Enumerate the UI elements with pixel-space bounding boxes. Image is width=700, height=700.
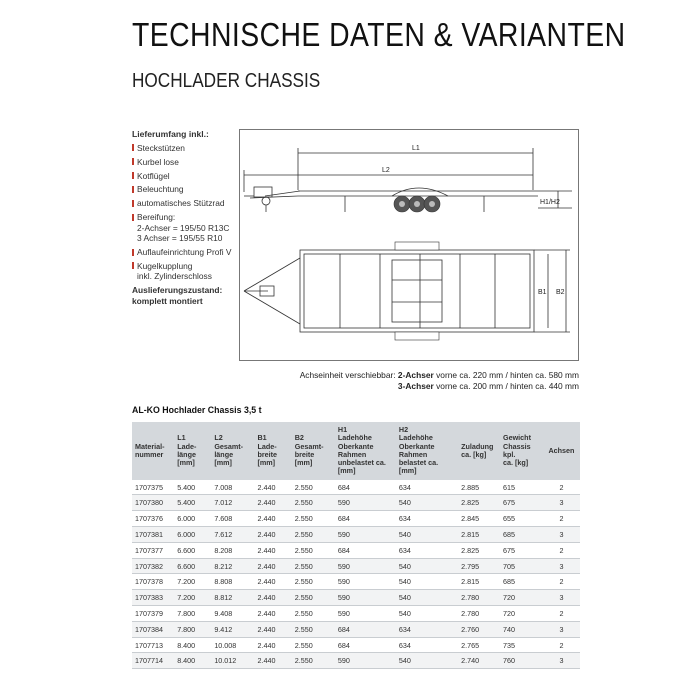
table-cell: 2.440 [254, 606, 291, 622]
scope-item: Auflaufeinrichtung Profi V [132, 247, 242, 258]
table-cell: 6.600 [174, 542, 211, 558]
chassis-drawing [239, 129, 579, 361]
table-cell: 590 [335, 653, 396, 669]
table-cell: 8.212 [211, 558, 254, 574]
scope-item: automatisches Stützrad [132, 198, 242, 209]
table-cell: 720 [500, 606, 543, 622]
table-title: AL-KO Hochlader Chassis 3,5 t [132, 405, 262, 415]
table-cell: 634 [396, 542, 458, 558]
table-cell: 8.812 [211, 590, 254, 606]
table-cell: 2 [543, 511, 580, 527]
table-cell: 2.550 [292, 542, 335, 558]
table-cell: 540 [396, 590, 458, 606]
table-cell: 590 [335, 590, 396, 606]
table-cell: 675 [500, 542, 543, 558]
table-row [132, 495, 580, 511]
column-header: Zuladung ca. [kg] [458, 422, 500, 480]
table-cell: 2.440 [254, 574, 291, 590]
table-cell: 3 [543, 527, 580, 543]
table-cell: 7.200 [174, 574, 211, 590]
table-cell: 1707714 [132, 653, 174, 669]
table-cell: 3 [543, 621, 580, 637]
page-subtitle: HOCHLADER CHASSIS [132, 70, 321, 92]
table-cell: 3 [543, 495, 580, 511]
table-cell: 2.550 [292, 574, 335, 590]
table-cell: 740 [500, 621, 543, 637]
table-cell: 5.400 [174, 495, 211, 511]
column-header: H1 Ladehöhe Oberkante Rahmen unbelastet ca. [mm] [335, 422, 396, 480]
table-cell: 6.000 [174, 527, 211, 543]
table-cell: 2 [543, 574, 580, 590]
table-cell: 540 [396, 574, 458, 590]
table-cell: 684 [335, 637, 396, 653]
table-cell: 2.550 [292, 590, 335, 606]
table-cell: 2.550 [292, 527, 335, 543]
axle-note-line-2 [300, 381, 579, 392]
table-cell: 684 [335, 542, 396, 558]
table-cell: 634 [396, 480, 458, 495]
scope-heading: Lieferumfang inkl.: [132, 129, 209, 139]
table-cell: 2.440 [254, 653, 291, 669]
table-cell: 2.440 [254, 542, 291, 558]
table-cell: 735 [500, 637, 543, 653]
b1-label: B1 [538, 289, 547, 296]
table-cell: 8.400 [174, 637, 211, 653]
scope-item: Kurbel lose [132, 157, 242, 168]
table-cell: 2.550 [292, 621, 335, 637]
table-row [132, 527, 580, 543]
table-row [132, 590, 580, 606]
table-cell: 8.808 [211, 574, 254, 590]
table-cell: 3 [543, 653, 580, 669]
table-cell: 590 [335, 558, 396, 574]
table-cell: 2.440 [254, 495, 291, 511]
table-cell: 1707384 [132, 621, 174, 637]
table-row [132, 511, 580, 527]
table-cell: 540 [396, 606, 458, 622]
table-cell: 7.608 [211, 511, 254, 527]
table-cell: 590 [335, 606, 396, 622]
delivery-state [132, 285, 242, 306]
table-cell: 2.780 [458, 590, 500, 606]
table-cell: 684 [335, 480, 396, 495]
table-cell: 1707375 [132, 480, 174, 495]
table-cell: 1707378 [132, 574, 174, 590]
table-cell: 2 [543, 542, 580, 558]
scope-item: Kotflügel [132, 171, 242, 182]
table-cell: 540 [396, 495, 458, 511]
table-cell: 590 [335, 527, 396, 543]
table-row [132, 480, 580, 495]
scope-item: Kugelkupplung inkl. Zylinderschloss [132, 261, 242, 282]
table-cell: 2.440 [254, 527, 291, 543]
h-label: H1/H2 [540, 199, 560, 206]
table-row [132, 653, 580, 669]
axle-note-2-axle: 2-Achser [397, 370, 434, 380]
table-cell: 1707381 [132, 527, 174, 543]
table-cell: 2.550 [292, 606, 335, 622]
table-cell: 705 [500, 558, 543, 574]
table-cell: 5.400 [174, 480, 211, 495]
delivery-state-text: Auslieferungszustand: komplett montiert [132, 285, 223, 306]
table-cell: 3 [543, 558, 580, 574]
table-row [132, 606, 580, 622]
table-cell: 590 [335, 495, 396, 511]
table-cell: 2.740 [458, 653, 500, 669]
table-cell: 2.550 [292, 495, 335, 511]
table-cell: 7.612 [211, 527, 254, 543]
table-cell: 1707379 [132, 606, 174, 622]
table-cell: 6.600 [174, 558, 211, 574]
table-cell: 685 [500, 527, 543, 543]
table-row [132, 542, 580, 558]
axle-note-3-axle-text: vorne ca. 200 mm / hinten ca. 440 mm [433, 381, 579, 392]
table-cell: 1707383 [132, 590, 174, 606]
table-cell: 2.440 [254, 637, 291, 653]
table-cell: 1707713 [132, 637, 174, 653]
table-cell: 9.412 [211, 621, 254, 637]
table-cell: 7.012 [211, 495, 254, 511]
table-cell: 655 [500, 511, 543, 527]
table-cell: 1707380 [132, 495, 174, 511]
scope-item: Steckstützen [132, 143, 242, 154]
table-cell: 634 [396, 511, 458, 527]
table-cell: 1707377 [132, 542, 174, 558]
table-cell: 2 [543, 637, 580, 653]
table-cell: 540 [396, 558, 458, 574]
spec-table [132, 422, 580, 669]
table-cell: 540 [396, 653, 458, 669]
scope-item: Bereifung: 2-Achser = 195/50 R13C 3 Achser = 195/55 R10 [132, 212, 242, 244]
table-cell: 760 [500, 653, 543, 669]
table-cell: 2.760 [458, 621, 500, 637]
axle-note-line-1 [300, 370, 579, 381]
table-cell: 2.550 [292, 480, 335, 495]
column-header: Achsen [543, 422, 580, 480]
axle-note-prefix: Achseinheit verschiebbar: [299, 370, 398, 380]
table-cell: 2.780 [458, 606, 500, 622]
table-cell: 2.440 [254, 558, 291, 574]
chassis-technical-drawing [240, 130, 580, 362]
b2-label: B2 [556, 289, 565, 296]
table-row [132, 621, 580, 637]
table-cell: 590 [335, 574, 396, 590]
column-header: L1 Lade- länge [mm] [174, 422, 211, 480]
table-cell: 7.800 [174, 606, 211, 622]
table-cell: 2 [543, 606, 580, 622]
table-cell: 634 [396, 621, 458, 637]
table-cell: 2.440 [254, 621, 291, 637]
table-cell: 2.815 [458, 574, 500, 590]
table-cell: 2.885 [458, 480, 500, 495]
table-cell: 2.550 [292, 653, 335, 669]
axle-note [300, 370, 579, 392]
table-cell: 2.825 [458, 542, 500, 558]
table-cell: 675 [500, 495, 543, 511]
column-header: B2 Gesamt- breite [mm] [292, 422, 335, 480]
table-cell: 7.800 [174, 621, 211, 637]
page-title: TECHNISCHE DATEN & VARIANTEN [132, 16, 626, 53]
table-cell: 2 [543, 480, 580, 495]
table-cell: 1707382 [132, 558, 174, 574]
table-cell: 2.550 [292, 511, 335, 527]
scope-of-delivery [132, 129, 242, 306]
table-cell: 2.815 [458, 527, 500, 543]
table-cell: 3 [543, 590, 580, 606]
column-header: H2 Ladehöhe Oberkante Rahmen belastet ca. [mm] [396, 422, 458, 480]
column-header: Material- nummer [132, 422, 174, 480]
table-cell: 2.440 [254, 511, 291, 527]
table-cell: 2.550 [292, 637, 335, 653]
table-cell: 2.440 [254, 590, 291, 606]
table-cell: 634 [396, 637, 458, 653]
table-cell: 6.000 [174, 511, 211, 527]
column-header: B1 Lade- breite [mm] [254, 422, 291, 480]
table-cell: 10.008 [211, 637, 254, 653]
scope-list [132, 143, 242, 282]
table-cell: 7.008 [211, 480, 254, 495]
column-header: Gewicht Chassis kpl. ca. [kg] [500, 422, 543, 480]
table-cell: 10.012 [211, 653, 254, 669]
table-cell: 2.550 [292, 558, 335, 574]
table-cell: 2.795 [458, 558, 500, 574]
table-cell: 684 [335, 621, 396, 637]
table-cell: 9.408 [211, 606, 254, 622]
table-cell: 2.765 [458, 637, 500, 653]
axle-note-2-axle-text: vorne ca. 220 mm / hinten ca. 580 mm [433, 370, 579, 380]
l2-label: L2 [382, 167, 390, 174]
axle-note-3-axle: 3-Achser [397, 381, 434, 392]
scope-item: Beleuchtung [132, 184, 242, 195]
table-header-row [132, 422, 580, 480]
table-cell: 720 [500, 590, 543, 606]
table-body [132, 480, 580, 669]
table-cell: 615 [500, 480, 543, 495]
table-cell: 8.208 [211, 542, 254, 558]
table-row [132, 558, 580, 574]
table-cell: 2.845 [458, 511, 500, 527]
table-cell: 7.200 [174, 590, 211, 606]
table-row [132, 637, 580, 653]
l1-label: L1 [412, 145, 420, 152]
table-cell: 2.440 [254, 480, 291, 495]
table-cell: 8.400 [174, 653, 211, 669]
table-cell: 685 [500, 574, 543, 590]
table-cell: 540 [396, 527, 458, 543]
table-cell: 1707376 [132, 511, 174, 527]
table-row [132, 574, 580, 590]
table-cell: 2.825 [458, 495, 500, 511]
column-header: L2 Gesamt- länge [mm] [211, 422, 254, 480]
table-cell: 684 [335, 511, 396, 527]
